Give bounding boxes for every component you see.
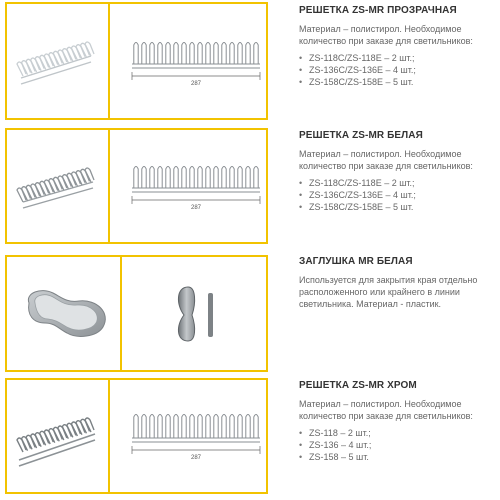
list-item: • ZS-136C/ZS-136E – 4 шт.; xyxy=(299,189,497,201)
grid-loop xyxy=(158,167,162,189)
grid-loop xyxy=(254,43,258,65)
product-drawing xyxy=(122,257,266,370)
grid-loop xyxy=(166,167,170,189)
grid-loop xyxy=(142,43,146,65)
section-description: Материал – полистирол. Необходимое количество при заказе для светильников: xyxy=(299,24,473,46)
product-image-frame xyxy=(5,128,268,244)
quantity-list xyxy=(299,52,497,88)
dimension-label: 287 xyxy=(190,205,202,211)
product-section-4 xyxy=(0,376,500,500)
dimension-label: 287 xyxy=(190,81,202,87)
grid-loop xyxy=(134,167,138,189)
section-title: РЕШЕТКА ZS-MR ХРОМ xyxy=(299,380,417,391)
quantity-list xyxy=(299,427,497,463)
list-item: • ZS-136C/ZS-136E – 4 шт.; xyxy=(299,64,497,76)
product-image-frame xyxy=(5,255,268,372)
grid-loop xyxy=(142,415,146,439)
grid-loop xyxy=(190,167,194,189)
grid-loop xyxy=(150,43,154,65)
product-section-2 xyxy=(0,128,500,248)
grid-loop xyxy=(174,415,178,439)
grid-loop xyxy=(238,43,242,65)
grid-loop xyxy=(230,415,234,439)
grid-loop xyxy=(166,43,170,65)
product-photo xyxy=(7,4,108,118)
grid-loop xyxy=(150,167,154,189)
list-item: • ZS-118 – 2 шт.; xyxy=(299,427,497,439)
list-item: • ZS-118C/ZS-118E – 2 шт.; xyxy=(299,177,497,189)
product-photo xyxy=(7,257,120,370)
grid-drawing xyxy=(110,380,266,492)
grid-loop xyxy=(222,43,226,65)
grid-loop xyxy=(190,415,194,439)
product-image-frame xyxy=(5,378,268,494)
list-item: • ZS-158C/ZS-158E – 5 шт. xyxy=(299,201,497,213)
grid-loop xyxy=(158,415,162,439)
grid-loop xyxy=(166,415,170,439)
list-item: • ZS-158C/ZS-158E – 5 шт. xyxy=(299,76,497,88)
grid-loop xyxy=(206,167,210,189)
section-description: Материал – полистирол. Необходимое количество при заказе для светильников: xyxy=(299,149,473,171)
list-item: • ZS-118C/ZS-118E – 2 шт.; xyxy=(299,52,497,64)
grid-loop xyxy=(198,43,202,65)
product-drawing xyxy=(110,4,266,118)
grid-loop xyxy=(214,167,218,189)
grid-loop xyxy=(150,415,154,439)
grid-photo-white xyxy=(7,130,108,242)
grid-drawing xyxy=(110,4,266,118)
grid-loop xyxy=(206,415,210,439)
grid-loop xyxy=(190,43,194,65)
grid-drawing xyxy=(110,130,266,242)
grid-loop xyxy=(174,43,178,65)
product-section-1 xyxy=(0,0,500,125)
grid-loop xyxy=(222,167,226,189)
dimension-label: 287 xyxy=(190,455,202,461)
quantity-list xyxy=(299,177,497,213)
grid-loop xyxy=(230,43,234,65)
grid-loop xyxy=(174,167,178,189)
product-image-frame xyxy=(5,2,268,120)
product-drawing xyxy=(110,130,266,242)
grid-loop xyxy=(158,43,162,65)
grid-loop xyxy=(230,167,234,189)
grid-photo-chrome xyxy=(7,380,108,492)
grid-loop xyxy=(182,415,186,439)
grid-loop xyxy=(254,415,258,439)
product-photo xyxy=(7,130,108,242)
grid-loop xyxy=(246,167,250,189)
section-title: РЕШЕТКА ZS-MR ПРОЗРАЧНАЯ xyxy=(299,5,457,16)
grid-loop xyxy=(238,167,242,189)
grid-loop xyxy=(182,43,186,65)
product-section-3 xyxy=(0,252,500,374)
grid-loop xyxy=(206,43,210,65)
grid-loop xyxy=(222,415,226,439)
grid-loop xyxy=(134,43,138,65)
list-item: • ZS-158 – 5 шт. xyxy=(299,451,497,463)
product-photo xyxy=(7,380,108,492)
grid-loop xyxy=(134,415,138,439)
section-title: ЗАГЛУШКА MR БЕЛАЯ xyxy=(299,256,413,267)
grid-loop xyxy=(246,43,250,65)
grid-loop xyxy=(198,167,202,189)
section-description: Используется для закрытия края отдельно расположенного или крайнего в линии светильника. Материал - пластик. xyxy=(299,275,478,309)
grid-loop xyxy=(214,43,218,65)
product-drawing xyxy=(110,380,266,492)
grid-photo-clear xyxy=(7,4,108,118)
section-description: Материал – полистирол. Необходимое количество при заказе для светильников: xyxy=(299,399,473,421)
grid-loop xyxy=(238,415,242,439)
section-title: РЕШЕТКА ZS-MR БЕЛАЯ xyxy=(299,130,423,141)
end-cap-photo xyxy=(7,257,120,370)
grid-loop xyxy=(214,415,218,439)
grid-loop xyxy=(182,167,186,189)
grid-loop xyxy=(246,415,250,439)
grid-loop xyxy=(142,167,146,189)
grid-loop xyxy=(198,415,202,439)
end-cap-drawing xyxy=(122,257,266,370)
grid-loop xyxy=(254,167,258,189)
list-item: • ZS-136 – 4 шт.; xyxy=(299,439,497,451)
